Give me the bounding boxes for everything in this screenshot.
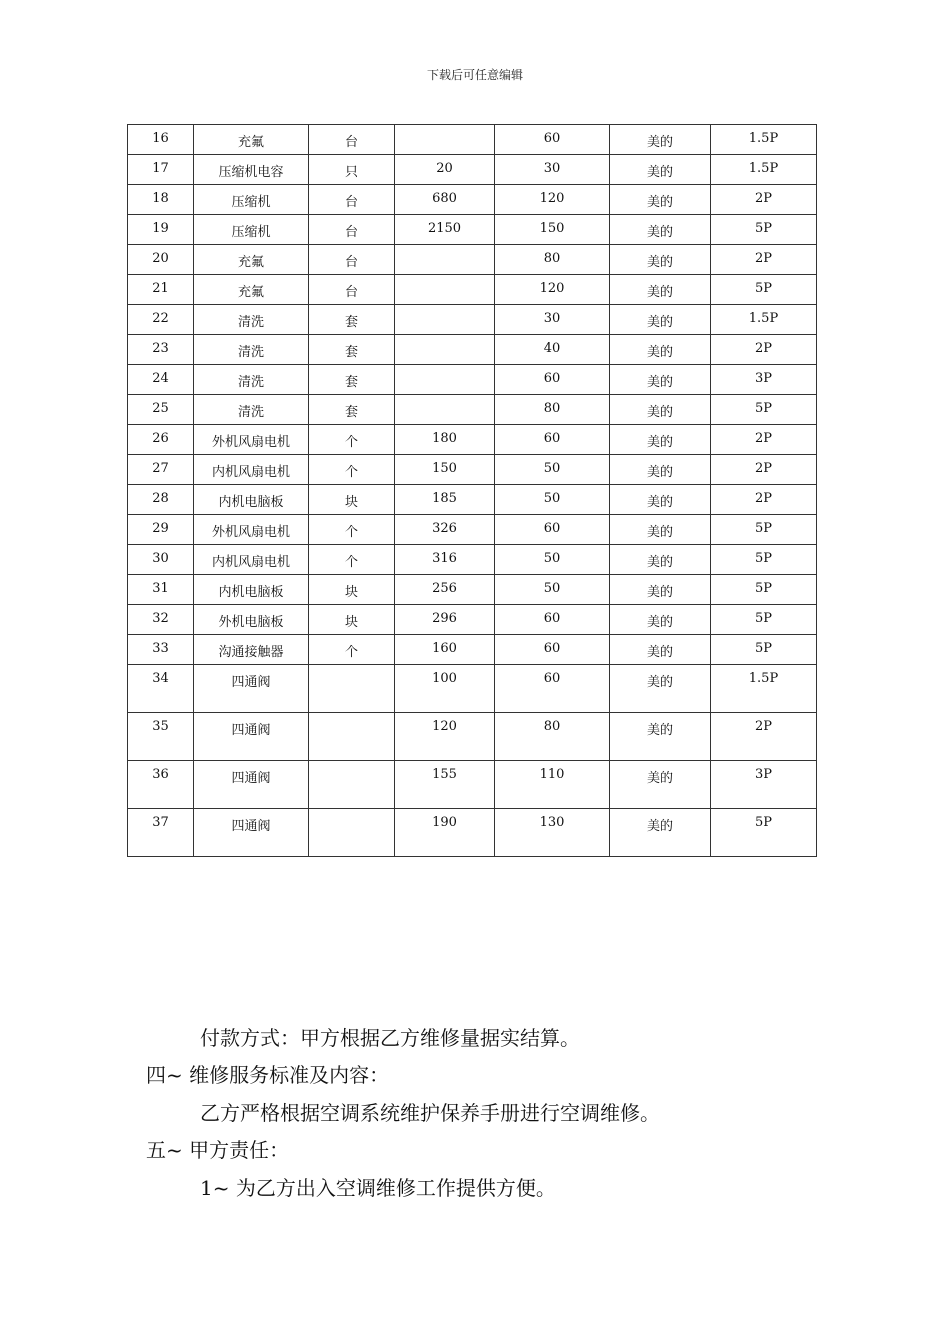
cell-unit: 台 xyxy=(309,125,395,155)
cell-unit: 个 xyxy=(309,635,395,665)
cell-item: 内机电脑板 xyxy=(194,485,309,515)
cell-no: 24 xyxy=(128,365,194,395)
cell-capacity: 2P xyxy=(711,425,817,455)
cell-labor-price: 30 xyxy=(495,155,610,185)
cell-labor-price: 60 xyxy=(495,605,610,635)
cell-material-price: 256 xyxy=(395,575,495,605)
section-4-title: 四~ 维修服务标准及内容： xyxy=(146,1063,390,1087)
cell-item: 充氟 xyxy=(194,275,309,305)
cell-capacity: 5P xyxy=(711,395,817,425)
cell-item: 四通阀 xyxy=(194,761,309,809)
cell-labor-price: 60 xyxy=(495,125,610,155)
cell-brand: 美的 xyxy=(610,185,711,215)
cell-no: 26 xyxy=(128,425,194,455)
cell-unit: 只 xyxy=(309,155,395,185)
table-row xyxy=(128,485,817,515)
cell-material-price: 326 xyxy=(395,515,495,545)
cell-item: 内机风扇电机 xyxy=(194,455,309,485)
cell-item: 压缩机 xyxy=(194,215,309,245)
cell-no: 35 xyxy=(128,713,194,761)
cell-brand: 美的 xyxy=(610,545,711,575)
cell-material-price: 185 xyxy=(395,485,495,515)
cell-capacity: 5P xyxy=(711,605,817,635)
cell-unit xyxy=(309,713,395,761)
table-row xyxy=(128,713,817,761)
cell-item: 内机风扇电机 xyxy=(194,545,309,575)
cell-material-price xyxy=(395,275,495,305)
repair-price-table xyxy=(127,124,817,857)
cell-brand: 美的 xyxy=(610,605,711,635)
cell-unit: 块 xyxy=(309,605,395,635)
page-header: 下载后可任意编辑 xyxy=(426,68,523,82)
table-body xyxy=(128,125,817,857)
cell-item: 外机风扇电机 xyxy=(194,515,309,545)
table-row xyxy=(128,245,817,275)
cell-item: 外机电脑板 xyxy=(194,605,309,635)
cell-capacity: 3P xyxy=(711,365,817,395)
cell-capacity: 5P xyxy=(711,635,817,665)
cell-unit: 块 xyxy=(309,575,395,605)
cell-labor-price: 110 xyxy=(495,761,610,809)
cell-capacity: 3P xyxy=(711,761,817,809)
cell-labor-price: 60 xyxy=(495,365,610,395)
cell-brand: 美的 xyxy=(610,125,711,155)
cell-capacity: 2P xyxy=(711,185,817,215)
cell-brand: 美的 xyxy=(610,635,711,665)
cell-brand: 美的 xyxy=(610,215,711,245)
section-5-item-1: 1~ 为乙方出入空调维修工作提供方便。 xyxy=(200,1176,556,1200)
table-row xyxy=(128,665,817,713)
cell-no: 30 xyxy=(128,545,194,575)
cell-brand: 美的 xyxy=(610,395,711,425)
cell-no: 36 xyxy=(128,761,194,809)
table-row xyxy=(128,215,817,245)
cell-capacity: 2P xyxy=(711,485,817,515)
cell-no: 21 xyxy=(128,275,194,305)
cell-unit: 台 xyxy=(309,215,395,245)
cell-item: 清洗 xyxy=(194,335,309,365)
cell-capacity: 1.5P xyxy=(711,125,817,155)
table-row xyxy=(128,185,817,215)
table-row xyxy=(128,305,817,335)
cell-labor-price: 60 xyxy=(495,515,610,545)
cell-brand: 美的 xyxy=(610,575,711,605)
cell-capacity: 2P xyxy=(711,335,817,365)
cell-no: 20 xyxy=(128,245,194,275)
cell-material-price xyxy=(395,395,495,425)
cell-no: 25 xyxy=(128,395,194,425)
table-row xyxy=(128,575,817,605)
cell-brand: 美的 xyxy=(610,761,711,809)
cell-material-price: 160 xyxy=(395,635,495,665)
cell-capacity: 5P xyxy=(711,515,817,545)
cell-material-price xyxy=(395,125,495,155)
table-row xyxy=(128,515,817,545)
cell-brand: 美的 xyxy=(610,455,711,485)
cell-labor-price: 80 xyxy=(495,395,610,425)
cell-unit: 套 xyxy=(309,305,395,335)
cell-unit: 个 xyxy=(309,515,395,545)
cell-no: 19 xyxy=(128,215,194,245)
cell-material-price: 296 xyxy=(395,605,495,635)
cell-item: 四通阀 xyxy=(194,713,309,761)
cell-item: 内机电脑板 xyxy=(194,575,309,605)
cell-brand: 美的 xyxy=(610,275,711,305)
table-row xyxy=(128,809,817,857)
cell-no: 31 xyxy=(128,575,194,605)
cell-brand: 美的 xyxy=(610,245,711,275)
cell-unit: 个 xyxy=(309,455,395,485)
cell-material-price: 20 xyxy=(395,155,495,185)
cell-material-price xyxy=(395,305,495,335)
cell-labor-price: 80 xyxy=(495,713,610,761)
cell-capacity: 2P xyxy=(711,455,817,485)
cell-material-price: 120 xyxy=(395,713,495,761)
cell-no: 34 xyxy=(128,665,194,713)
cell-material-price xyxy=(395,245,495,275)
cell-unit: 个 xyxy=(309,545,395,575)
cell-capacity: 5P xyxy=(711,275,817,305)
cell-brand: 美的 xyxy=(610,665,711,713)
table-row xyxy=(128,335,817,365)
table-row xyxy=(128,545,817,575)
cell-material-price: 180 xyxy=(395,425,495,455)
cell-unit xyxy=(309,665,395,713)
cell-no: 37 xyxy=(128,809,194,857)
cell-no: 32 xyxy=(128,605,194,635)
cell-unit: 套 xyxy=(309,335,395,365)
cell-brand: 美的 xyxy=(610,713,711,761)
cell-brand: 美的 xyxy=(610,425,711,455)
table-row xyxy=(128,425,817,455)
cell-material-price: 316 xyxy=(395,545,495,575)
cell-item: 四通阀 xyxy=(194,665,309,713)
cell-labor-price: 60 xyxy=(495,635,610,665)
cell-item: 外机风扇电机 xyxy=(194,425,309,455)
cell-capacity: 5P xyxy=(711,809,817,857)
table-row xyxy=(128,605,817,635)
cell-capacity: 5P xyxy=(711,215,817,245)
cell-material-price: 155 xyxy=(395,761,495,809)
cell-labor-price: 30 xyxy=(495,305,610,335)
cell-item: 清洗 xyxy=(194,395,309,425)
cell-unit: 台 xyxy=(309,275,395,305)
cell-no: 17 xyxy=(128,155,194,185)
cell-item: 充氟 xyxy=(194,245,309,275)
cell-unit xyxy=(309,761,395,809)
cell-labor-price: 60 xyxy=(495,665,610,713)
cell-material-price xyxy=(395,365,495,395)
cell-brand: 美的 xyxy=(610,335,711,365)
cell-capacity: 2P xyxy=(711,713,817,761)
cell-labor-price: 80 xyxy=(495,245,610,275)
cell-labor-price: 40 xyxy=(495,335,610,365)
cell-no: 33 xyxy=(128,635,194,665)
table-row xyxy=(128,155,817,185)
section-5-title: 五~ 甲方责任： xyxy=(146,1138,290,1162)
cell-material-price: 2150 xyxy=(395,215,495,245)
cell-brand: 美的 xyxy=(610,485,711,515)
cell-unit: 块 xyxy=(309,485,395,515)
cell-unit: 台 xyxy=(309,185,395,215)
cell-unit: 套 xyxy=(309,395,395,425)
section-4-body: 乙方严格根据空调系统维护保养手册进行空调维修。 xyxy=(200,1101,660,1125)
cell-labor-price: 60 xyxy=(495,425,610,455)
cell-no: 22 xyxy=(128,305,194,335)
cell-no: 18 xyxy=(128,185,194,215)
cell-labor-price: 50 xyxy=(495,545,610,575)
cell-capacity: 1.5P xyxy=(711,665,817,713)
cell-material-price: 150 xyxy=(395,455,495,485)
cell-labor-price: 50 xyxy=(495,485,610,515)
payment-terms: 付款方式：甲方根据乙方维修量据实结算。 xyxy=(200,1026,580,1050)
cell-no: 23 xyxy=(128,335,194,365)
cell-brand: 美的 xyxy=(610,515,711,545)
cell-capacity: 5P xyxy=(711,545,817,575)
table-row xyxy=(128,395,817,425)
table-row xyxy=(128,761,817,809)
cell-brand: 美的 xyxy=(610,155,711,185)
cell-no: 16 xyxy=(128,125,194,155)
cell-item: 清洗 xyxy=(194,365,309,395)
cell-material-price xyxy=(395,335,495,365)
cell-labor-price: 50 xyxy=(495,455,610,485)
table-row xyxy=(128,365,817,395)
cell-unit: 台 xyxy=(309,245,395,275)
cell-material-price: 190 xyxy=(395,809,495,857)
cell-item: 沟通接触器 xyxy=(194,635,309,665)
table-row xyxy=(128,455,817,485)
table-row xyxy=(128,125,817,155)
cell-brand: 美的 xyxy=(610,305,711,335)
cell-capacity: 5P xyxy=(711,575,817,605)
table-row xyxy=(128,275,817,305)
cell-unit: 套 xyxy=(309,365,395,395)
cell-labor-price: 130 xyxy=(495,809,610,857)
cell-item: 充氟 xyxy=(194,125,309,155)
cell-labor-price: 120 xyxy=(495,275,610,305)
cell-labor-price: 120 xyxy=(495,185,610,215)
cell-item: 压缩机电容 xyxy=(194,155,309,185)
cell-capacity: 1.5P xyxy=(711,305,817,335)
cell-item: 清洗 xyxy=(194,305,309,335)
cell-no: 29 xyxy=(128,515,194,545)
table-row xyxy=(128,635,817,665)
cell-brand: 美的 xyxy=(610,365,711,395)
cell-brand: 美的 xyxy=(610,809,711,857)
cell-material-price: 680 xyxy=(395,185,495,215)
cell-no: 28 xyxy=(128,485,194,515)
cell-capacity: 2P xyxy=(711,245,817,275)
cell-item: 压缩机 xyxy=(194,185,309,215)
cell-unit xyxy=(309,809,395,857)
cell-material-price: 100 xyxy=(395,665,495,713)
cell-unit: 个 xyxy=(309,425,395,455)
cell-labor-price: 150 xyxy=(495,215,610,245)
cell-labor-price: 50 xyxy=(495,575,610,605)
cell-no: 27 xyxy=(128,455,194,485)
cell-item: 四通阀 xyxy=(194,809,309,857)
cell-capacity: 1.5P xyxy=(711,155,817,185)
